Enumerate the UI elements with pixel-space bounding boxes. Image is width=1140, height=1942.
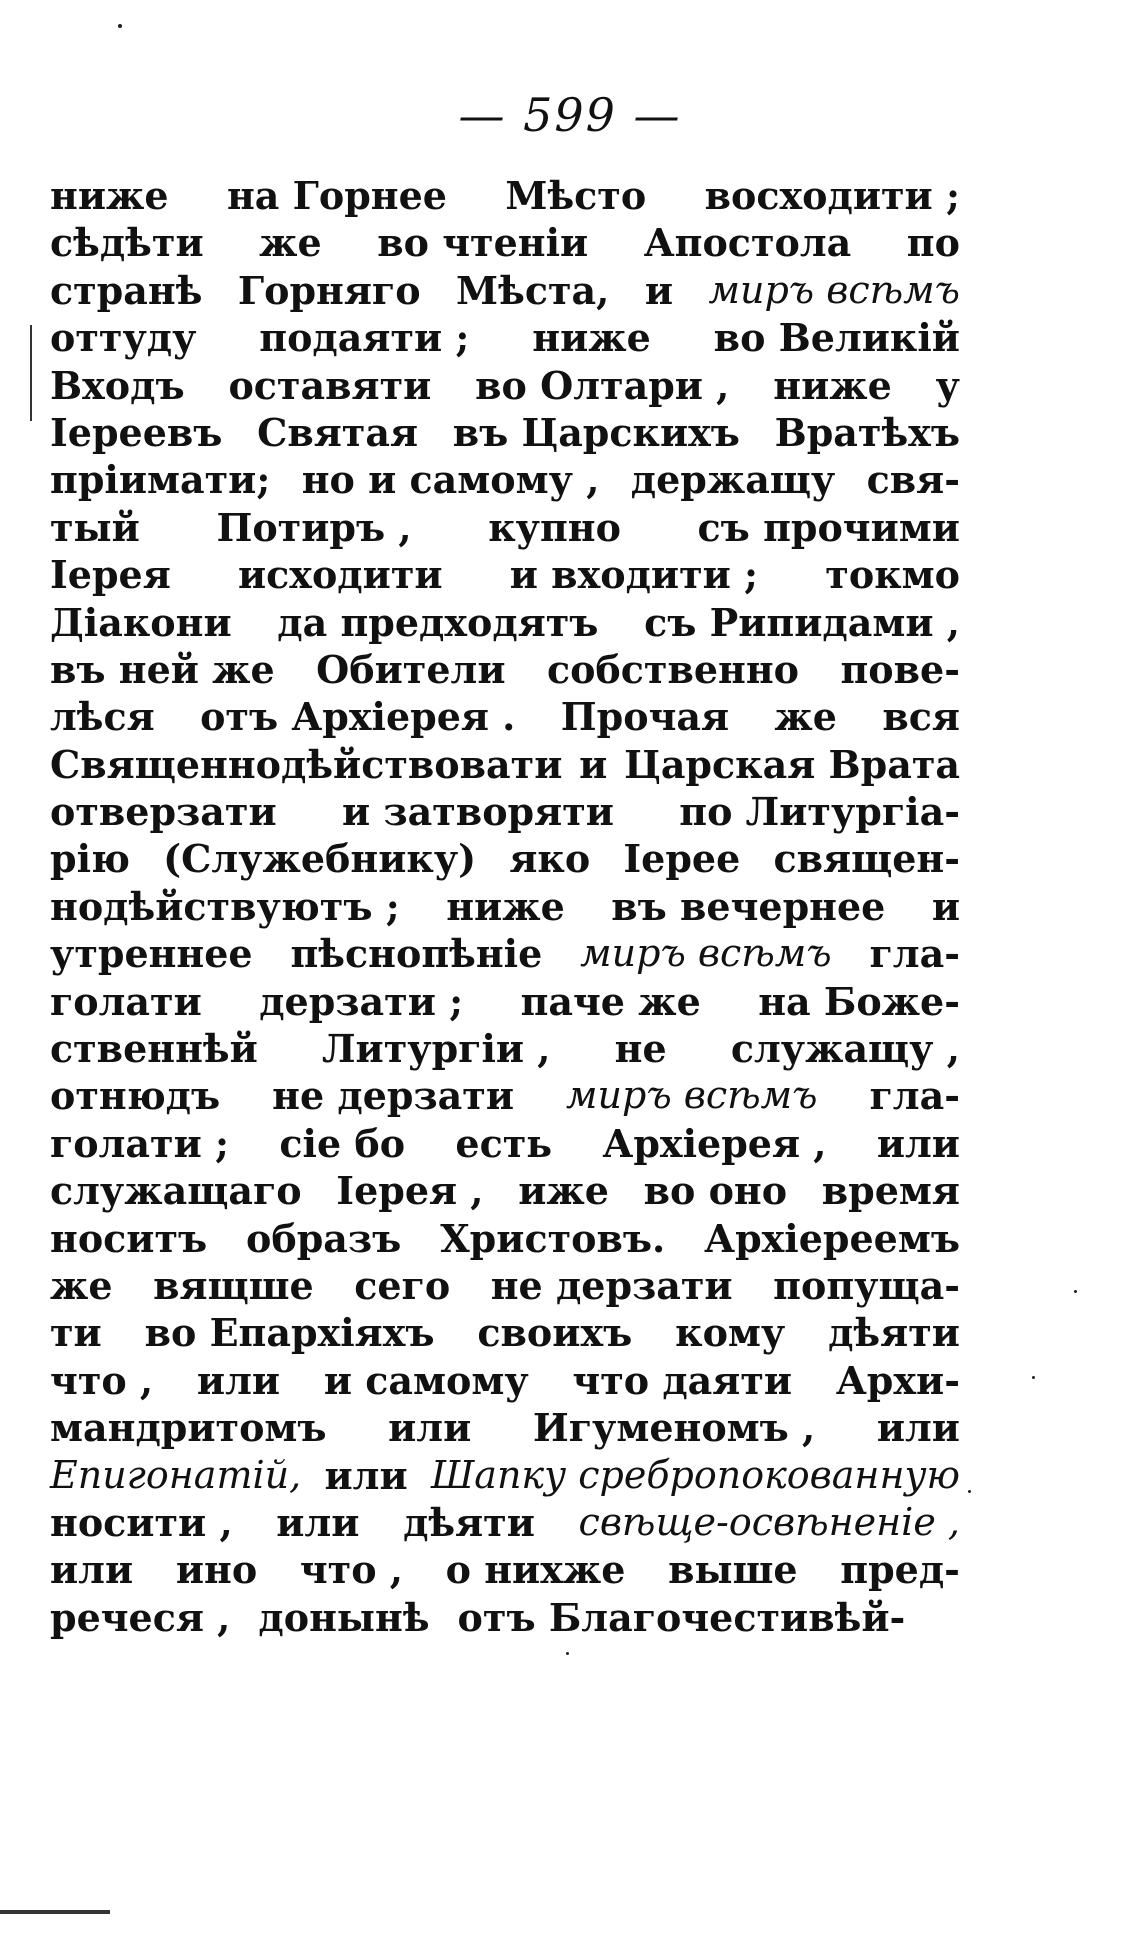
scan-speck: [1032, 1376, 1035, 1379]
text-word: служащаго: [50, 1168, 302, 1214]
text-word: миръ всѣмъ: [566, 1073, 818, 1118]
text-word: Мѣста,: [456, 267, 610, 313]
text-word: же: [50, 1262, 113, 1308]
text-word: Іерее: [623, 836, 741, 882]
text-word: во Великій: [713, 315, 960, 361]
text-word: донынѣ: [258, 1594, 430, 1640]
text-word: сего: [354, 1262, 451, 1308]
text-word: и: [931, 883, 960, 929]
text-line: [50, 409, 960, 456]
text-word: но и самому ,: [301, 457, 600, 503]
text-word: исходити: [237, 552, 443, 598]
text-line: [50, 835, 960, 882]
text-word: же: [259, 220, 322, 266]
text-line: [50, 456, 960, 503]
text-line: [50, 362, 960, 409]
text-word: Архи-: [835, 1357, 960, 1403]
text-word: дѣяти: [828, 1310, 960, 1356]
text-line: [50, 1357, 960, 1404]
text-word: гла-: [869, 1073, 960, 1119]
text-word: сѣдѣти: [50, 220, 204, 266]
text-word: и: [644, 267, 674, 313]
text-word: голати: [50, 978, 202, 1024]
text-word: сіе бо: [279, 1120, 406, 1166]
text-word: кому: [675, 1310, 786, 1356]
text-word: не дерзати: [272, 1073, 515, 1119]
text-word: миръ всѣмъ: [708, 267, 960, 312]
text-word: дѣяти: [403, 1499, 535, 1545]
text-word: паче же: [520, 978, 701, 1024]
text-word: Мѣсто: [505, 173, 647, 218]
text-word: на Горнее: [226, 173, 447, 218]
text-word: рію: [50, 836, 130, 882]
text-word: Вратѣхъ: [774, 409, 960, 455]
scan-speck: [118, 24, 122, 28]
text-word: дерзати ;: [259, 978, 464, 1024]
text-word: голати ;: [50, 1120, 230, 1166]
text-word: что ,: [299, 1547, 403, 1593]
body-text: [50, 172, 960, 1641]
text-word: служащу ,: [730, 1026, 960, 1072]
text-word: оттуду: [50, 315, 197, 361]
text-word: вящше: [153, 1262, 314, 1308]
text-line: [50, 741, 960, 788]
text-line: [50, 646, 960, 693]
text-word: или: [876, 1405, 960, 1451]
text-word: съ Рипидами ,: [644, 599, 960, 645]
text-word: ниже: [446, 883, 565, 929]
text-line: [50, 1072, 960, 1119]
text-word: или: [876, 1120, 960, 1166]
text-word: же: [774, 694, 837, 740]
text-word: образъ: [246, 1215, 402, 1261]
text-word: Литургіи ,: [321, 1026, 551, 1072]
text-word: яко: [509, 836, 591, 882]
text-word: во Епархіяхъ: [144, 1310, 435, 1356]
text-line: [50, 1546, 960, 1593]
text-word: пред-: [840, 1547, 960, 1593]
text-word: и: [579, 741, 608, 787]
text-word: отнюдъ: [50, 1073, 221, 1119]
text-word: да предходятъ: [277, 599, 599, 645]
text-word: въ Царскихъ: [452, 409, 740, 455]
text-word: пріимати;: [50, 457, 271, 503]
text-line: [50, 1215, 960, 1262]
text-word: или: [388, 1405, 472, 1451]
text-word: ти: [50, 1310, 102, 1356]
text-word: своихъ: [477, 1310, 633, 1356]
text-word: пѣснопѣніе: [290, 931, 543, 977]
text-word: подаяти ;: [259, 315, 470, 361]
text-word: странѣ: [50, 267, 203, 313]
text-word: утреннее: [50, 931, 253, 977]
text-word: Архіерея ,: [602, 1120, 827, 1166]
text-word: не: [614, 1026, 667, 1072]
text-word: что даяти: [572, 1357, 793, 1403]
text-word: держащу: [630, 457, 836, 503]
text-word: ниже: [773, 362, 892, 408]
text-word: ниже: [532, 315, 651, 361]
text-word: о нихже: [445, 1547, 626, 1593]
text-line: [50, 978, 960, 1025]
text-line: [50, 1262, 960, 1309]
text-word: оставяти: [228, 362, 432, 408]
text-line: [50, 1452, 960, 1499]
text-word: не дерзати: [490, 1262, 733, 1308]
page-number: — 599 —: [458, 88, 682, 142]
text-word: выше: [668, 1547, 798, 1593]
text-word: Горняго: [237, 267, 421, 313]
text-word: и затворяти: [341, 789, 614, 835]
text-word: миръ всѣмъ: [580, 931, 832, 976]
text-line: [50, 504, 960, 551]
text-word: или: [50, 1547, 134, 1593]
text-line: [50, 930, 960, 977]
text-word: Епигонатій,: [50, 1452, 302, 1497]
scan-speck: [1074, 1290, 1077, 1293]
text-word: гла-: [869, 931, 960, 977]
text-word: тый: [50, 504, 140, 550]
scan-speck: [968, 1490, 971, 1493]
text-word: отъ Благочестивѣй-: [457, 1594, 906, 1640]
text-word: лѣся: [50, 694, 155, 740]
text-word: Прочая: [560, 694, 730, 740]
text-line: [50, 1167, 960, 1214]
text-word: съ прочими: [697, 504, 960, 550]
text-word: пове-: [840, 646, 960, 692]
text-line: [50, 788, 960, 835]
text-word: или: [324, 1452, 408, 1498]
text-word: Шапку сребропокованную: [430, 1452, 960, 1497]
text-line: [50, 551, 960, 598]
text-line: [50, 1499, 960, 1546]
scan-speck: [566, 1652, 569, 1655]
text-word: ино: [175, 1547, 258, 1593]
text-line: [50, 1404, 960, 1451]
text-line: [50, 172, 960, 219]
text-word: Христовъ.: [440, 1215, 666, 1261]
text-word: по Литургіа-: [679, 789, 960, 835]
text-word: время: [821, 1168, 960, 1214]
text-word: есть: [455, 1120, 553, 1166]
text-word: свя-: [866, 457, 960, 503]
text-line: [50, 1120, 960, 1167]
text-word: носити ,: [50, 1499, 233, 1545]
text-word: Іерея: [50, 552, 171, 598]
text-word: Потиръ ,: [216, 504, 412, 550]
text-word: купно: [488, 504, 621, 550]
text-word: во оно: [643, 1168, 788, 1214]
text-word: Іерея ,: [336, 1168, 484, 1214]
text-word: или: [276, 1499, 360, 1545]
text-word: восходити ;: [704, 173, 960, 218]
text-word: собственно: [546, 646, 800, 692]
text-word: на Боже-: [758, 978, 960, 1024]
text-word: отъ Архіерея .: [200, 694, 516, 740]
text-word: и самому: [323, 1357, 529, 1403]
text-word: Обители: [316, 646, 506, 692]
text-word: нодѣйствуютъ ;: [50, 883, 400, 929]
text-word: Діакони: [50, 599, 232, 645]
text-word: Входъ: [50, 362, 185, 408]
text-word: отверзати: [50, 789, 277, 835]
text-word: носитъ: [50, 1215, 208, 1261]
text-word: свѣще-освѣненіе ,: [578, 1499, 960, 1544]
text-word: священ-: [773, 836, 960, 882]
text-word: токмо: [825, 552, 960, 598]
text-word: въ ней же: [50, 646, 275, 692]
text-word: и входити ;: [509, 552, 759, 598]
text-line: [50, 883, 960, 930]
text-line: [50, 693, 960, 740]
text-line: [50, 314, 960, 361]
text-line: [50, 599, 960, 646]
text-line: [50, 219, 960, 266]
text-word: иже: [518, 1168, 609, 1214]
text-word: Іереевъ: [50, 409, 223, 455]
text-word: что ,: [50, 1357, 154, 1403]
text-word: ниже: [50, 173, 169, 218]
text-line: [50, 267, 960, 314]
text-word: вся: [882, 694, 960, 740]
text-word: (Служебнику): [163, 836, 477, 882]
scan-edge-mark: [30, 325, 32, 421]
text-line: [50, 1594, 960, 1641]
text-word: во Олтари ,: [475, 362, 730, 408]
text-word: по: [906, 220, 960, 266]
text-line: [50, 1025, 960, 1072]
text-word: у: [935, 362, 960, 408]
text-word: въ вечернее: [611, 883, 886, 929]
text-word: Апостола: [643, 220, 852, 266]
text-word: речеся ,: [50, 1594, 231, 1640]
text-word: ственнѣй: [50, 1026, 258, 1072]
text-line: [50, 1309, 960, 1356]
text-word: во чтеніи: [377, 220, 589, 266]
text-word: попуща-: [773, 1262, 960, 1308]
text-word: Царская Врата: [624, 741, 960, 787]
text-word: или: [196, 1357, 281, 1403]
text-word: Архіереемъ: [704, 1215, 960, 1261]
text-word: Священнодѣйствовати: [50, 741, 563, 787]
scan-edge-mark: [0, 1910, 110, 1914]
text-word: мандритомъ: [50, 1405, 327, 1451]
text-word: Святая: [257, 409, 419, 455]
text-word: Игуменомъ ,: [532, 1405, 816, 1451]
